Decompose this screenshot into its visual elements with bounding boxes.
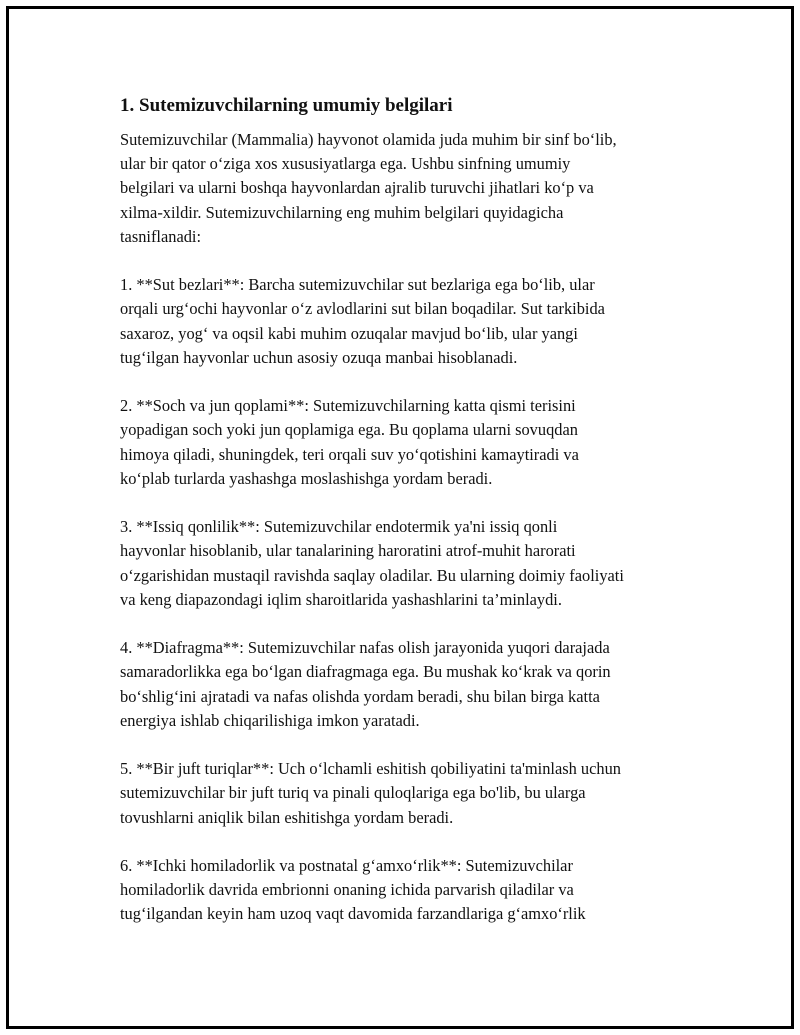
list-item-paragraph [120,273,720,370]
text-line: 5. **Bir juft turiqlar**: Uch o‘lchamli eshitish qobiliyatini ta'minlash uchun [120,759,621,779]
list-item-paragraph [120,757,720,830]
text-line: tasniflanadi: [120,226,202,246]
list-item-paragraph [120,515,720,612]
text-line: saxaroz, yog‘ va oqsil kabi muhim ozuqalar mavjud bo‘lib, ular yangi [120,323,578,343]
text-line: hayvonlar hisoblanib, ular tanalarining haroratini atrof-muhit harorati [120,541,576,561]
text-line: himoya qiladi, shuningdek, teri orqali suv yo‘qotishini kamaytiradi va [120,444,579,464]
text-line: tug‘ilgan hayvonlar uchun asosiy ozuqa manbai hisoblanadi. [120,347,518,367]
text-line: homiladorlik davrida embrionni onaning ichida parvarish qiladilar va [120,880,574,900]
list-item-paragraph [120,636,720,733]
section-heading: 1. Sutemizuvchilarning umumiy belgilari [120,95,453,116]
text-line: ular bir qator o‘ziga xos xususiyatlarga ega. Ushbu sinfning umumiy [120,154,571,174]
text-line: 2. **Soch va jun qoplami**: Sutemizuvchilarning katta qismi terisini [120,396,576,416]
text-line: samaradorlikka ega bo‘lgan diafragmaga ega. Bu mushak ko‘krak va qorin [120,662,611,682]
document-page [6,6,794,1029]
text-line: orqali urg‘ochi hayvonlar o‘z avlodlarini sut bilan boqadilar. Sut tarkibida [120,299,605,319]
text-line: 1. **Sut bezlari**: Barcha sutemizuvchilar sut bezlariga ega bo‘lib, ular [120,275,595,295]
text-line: energiya ishlab chiqarilishiga imkon yaratadi. [120,710,420,730]
text-line: sutemizuvchilar bir juft turiq va pinali quloqlariga ega bo'lib, bu ularga [120,783,586,803]
text-line: Sutemizuvchilar (Mammalia) hayvonot olamida juda muhim bir sinf bo‘lib, [120,130,617,149]
intro-paragraph [120,128,720,249]
text-line: 4. **Diafragma**: Sutemizuvchilar nafas olish jarayonida yuqori darajada [120,638,610,658]
text-line: ko‘plab turlarda yashashga moslashishga yordam beradi. [120,468,493,488]
document-content [120,93,720,927]
list-item-paragraph [120,854,720,927]
text-line: bo‘shlig‘ini ajratadi va nafas olishda yordam beradi, shu bilan birga katta [120,686,600,706]
text-line: belgilari va ularni boshqa hayvonlardan ajralib turuvchi jihatlari ko‘p va [120,178,594,198]
text-line: o‘zgarishidan mustaqil ravishda saqlay oladilar. Bu ularning doimiy faoliyati [120,565,624,585]
list-item-paragraph [120,394,720,491]
text-line: 6. **Ichki homiladorlik va postnatal g‘amxo‘rlik**: Sutemizuvchilar [120,856,573,875]
text-line: xilma-xildir. Sutemizuvchilarning eng muhim belgilari quyidagicha [120,202,564,222]
text-line: tug‘ilgandan keyin ham uzoq vaqt davomida farzandlariga g‘amxo‘rlik [120,904,586,924]
text-line: va keng diapazondagi iqlim sharoitlarida yashashlarini ta’minlaydi. [120,589,562,609]
text-line: 3. **Issiq qonlilik**: Sutemizuvchilar endotermik ya'ni issiq qonli [120,517,558,537]
text-line: tovushlarni aniqlik bilan eshitishga yordam beradi. [120,807,454,827]
text-line: yopadigan soch yoki jun qoplamiga ega. Bu qoplama ularni sovuqdan [120,420,578,440]
